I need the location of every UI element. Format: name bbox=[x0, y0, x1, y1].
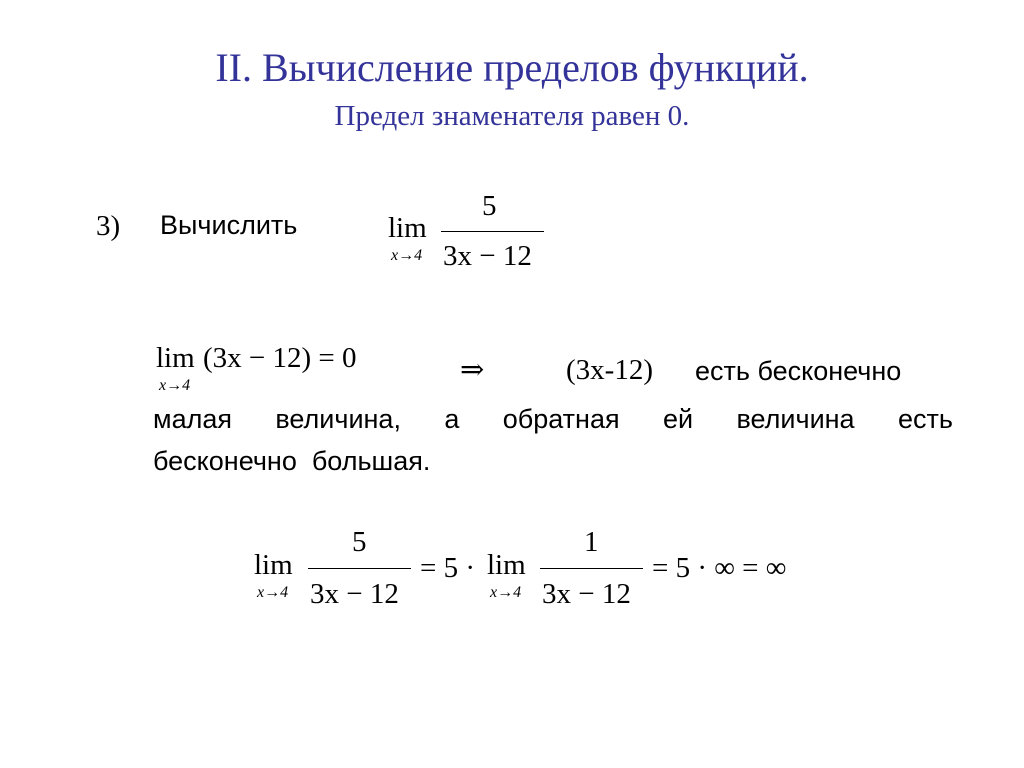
word: обратная bbox=[502, 404, 620, 434]
paragraph-line: бесконечно большая. bbox=[153, 446, 431, 476]
slide-subtitle: Предел знаменателя равен 0. bbox=[334, 100, 690, 132]
word: есть bbox=[897, 404, 953, 434]
lim-operator: lim bbox=[254, 549, 293, 581]
word: величина bbox=[736, 404, 855, 434]
lim-operator: lim bbox=[388, 212, 427, 244]
word: малая bbox=[153, 404, 232, 434]
fraction-numerator: 1 bbox=[584, 526, 599, 558]
fraction-denominator: 3x − 12 bbox=[443, 240, 532, 272]
final-result: = 5 · ∞ = ∞ bbox=[652, 552, 787, 584]
word: ей bbox=[663, 404, 694, 434]
lim-subscript: x→4 bbox=[257, 584, 289, 601]
fraction-bar bbox=[441, 231, 544, 232]
lim-operator: lim bbox=[156, 342, 195, 374]
lim-subscript: x→4 bbox=[159, 377, 191, 394]
term-expression: (3x-12) bbox=[566, 354, 653, 386]
word: а bbox=[444, 404, 460, 434]
paragraph-line bbox=[153, 404, 953, 435]
fraction-numerator: 5 bbox=[352, 526, 367, 558]
lim-subscript: x→4 bbox=[490, 584, 522, 601]
fraction-denominator: 3x − 12 bbox=[542, 578, 631, 610]
problem-number: 3) bbox=[96, 210, 121, 242]
slide-title: II. Вычисление пределов функций. bbox=[215, 45, 809, 90]
equals-five-times: = 5 · bbox=[420, 552, 476, 584]
fraction-bar bbox=[308, 568, 411, 569]
implies-arrow: ⇒ bbox=[460, 354, 485, 386]
fraction-numerator: 5 bbox=[482, 190, 497, 222]
lim-subscript: x→4 bbox=[391, 247, 423, 264]
lim-operator: lim bbox=[487, 549, 526, 581]
text-after-term: есть бесконечно bbox=[695, 356, 902, 386]
fraction-denominator: 3x − 12 bbox=[310, 578, 399, 610]
word: величина, bbox=[275, 404, 401, 434]
fraction-bar bbox=[540, 568, 643, 569]
problem-label: Вычислить bbox=[160, 210, 298, 240]
step1-expression: (3x − 12) = 0 bbox=[203, 342, 357, 374]
